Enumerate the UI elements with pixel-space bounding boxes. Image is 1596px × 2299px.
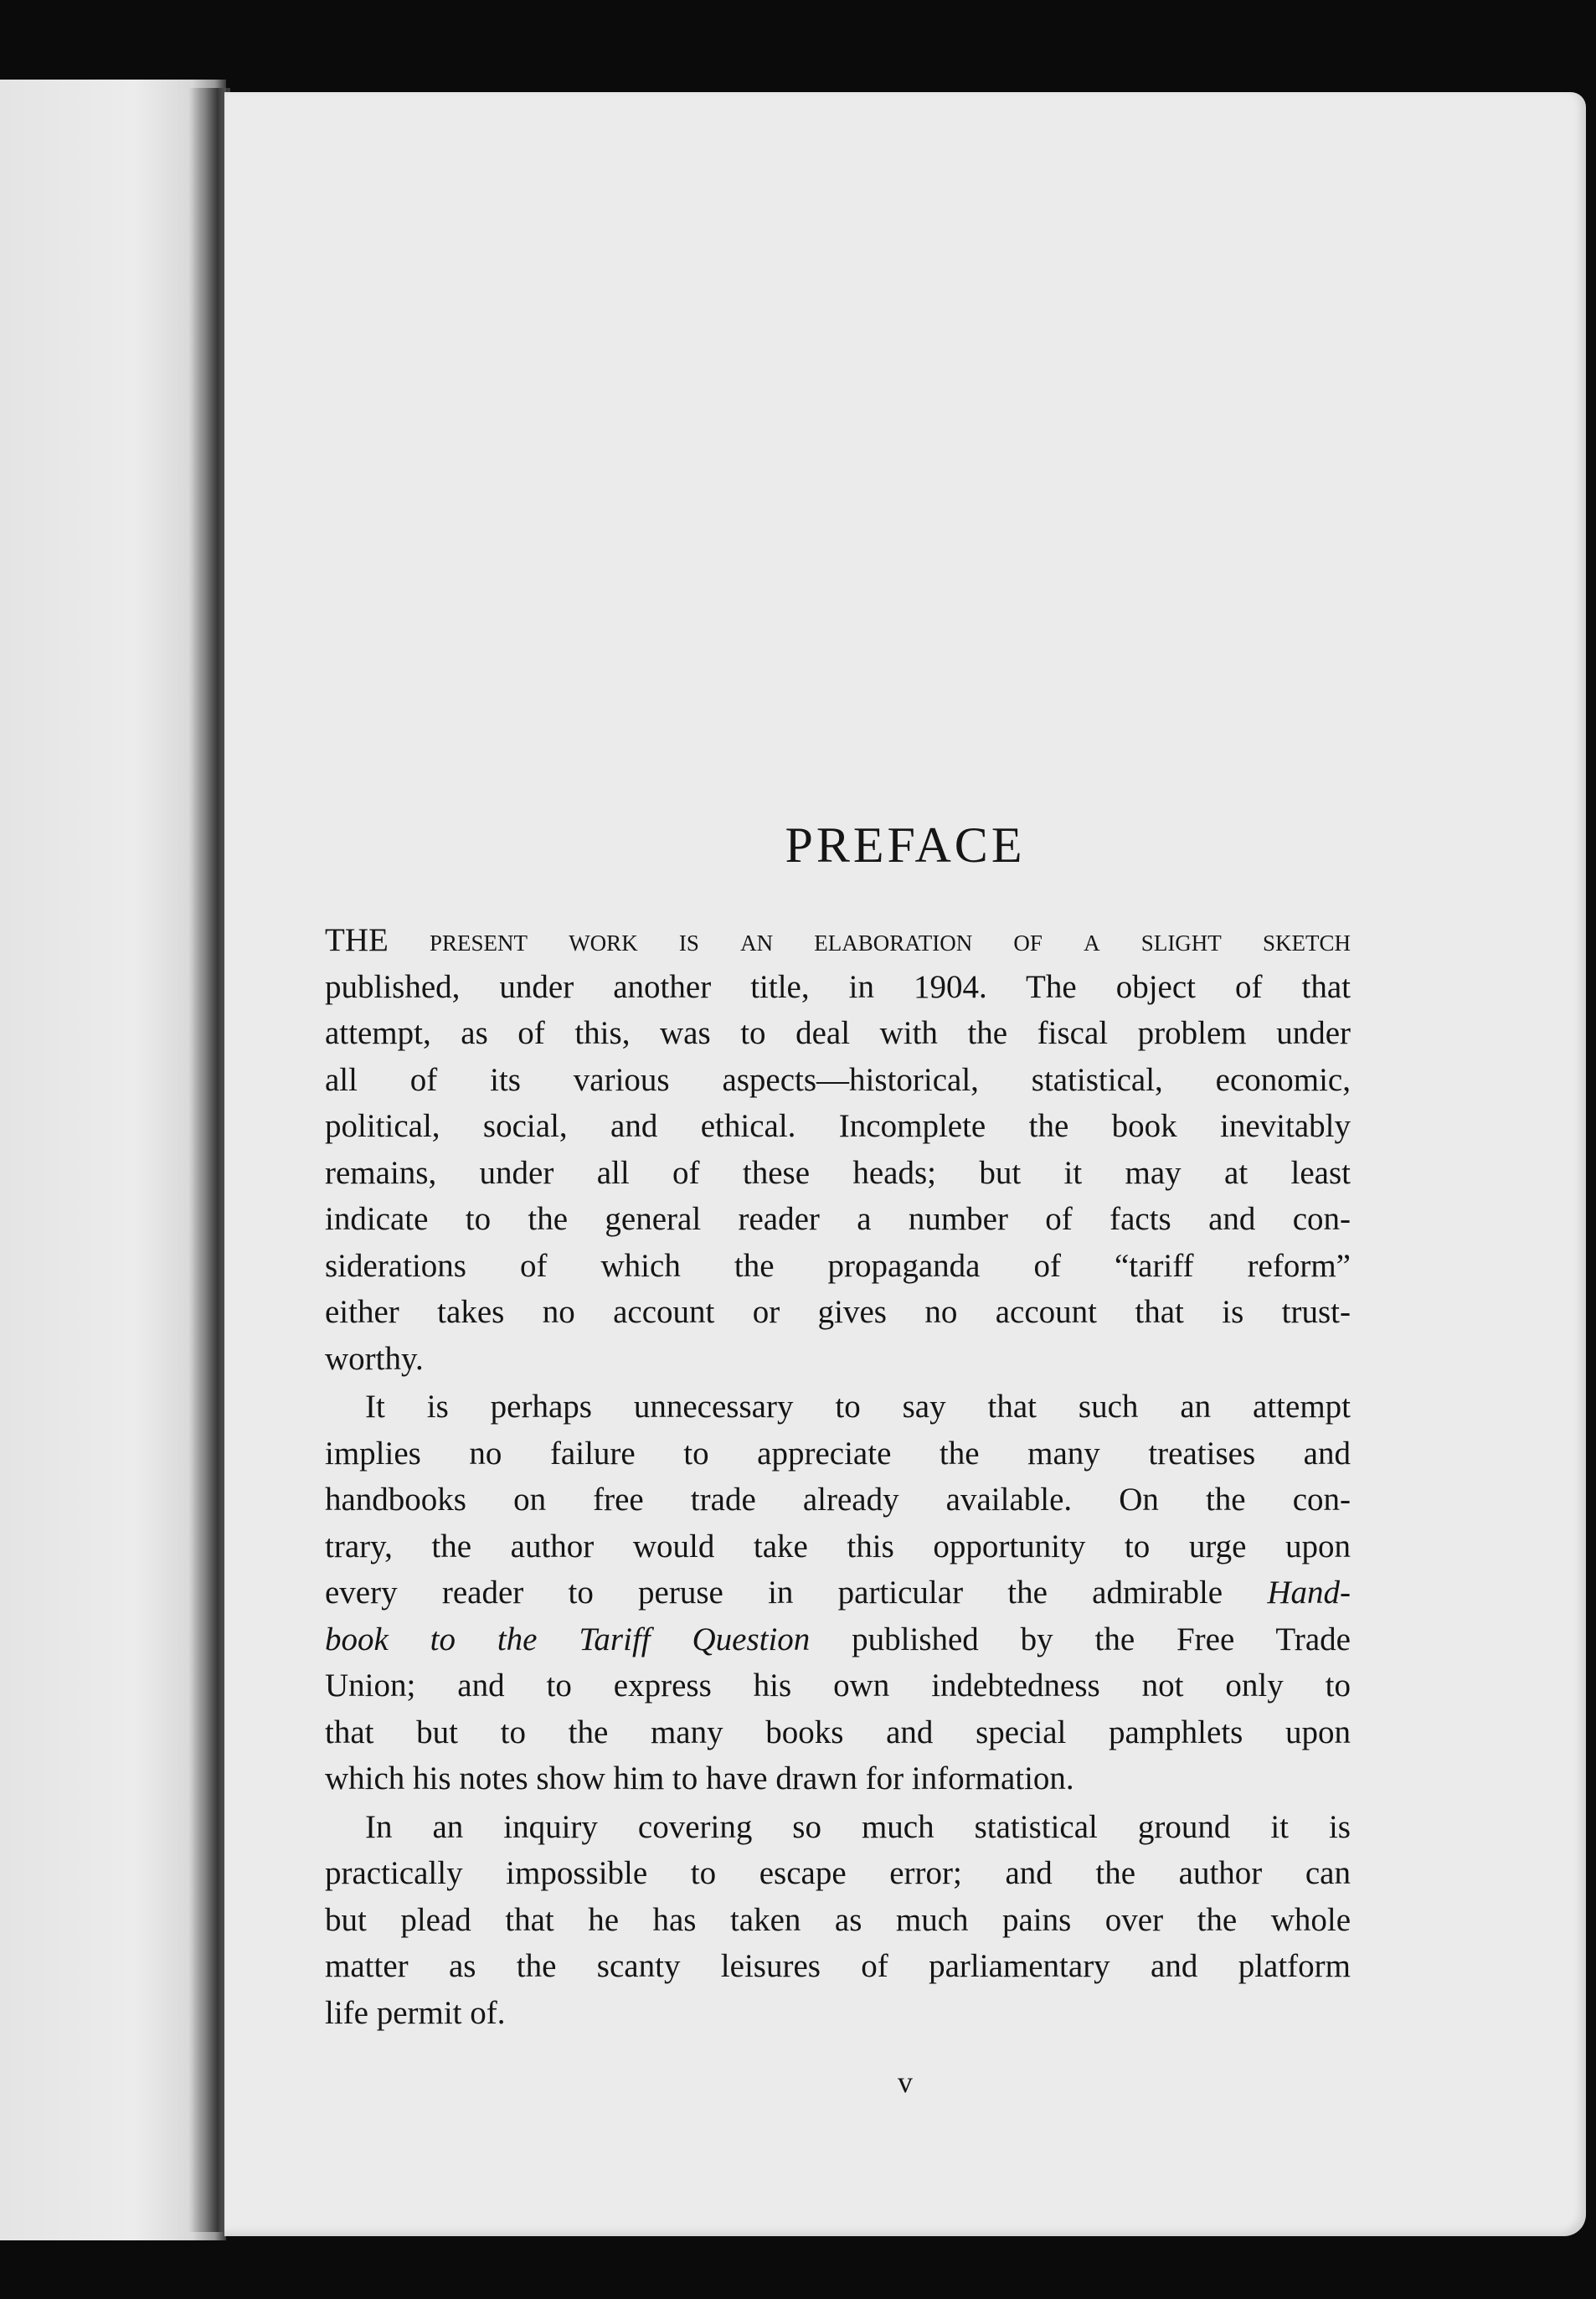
text-line: indicate to the general reader a number of facts and con- — [325, 1201, 1351, 1237]
text-line: either takes no account or gives no account that is trust- — [325, 1294, 1351, 1330]
text-line: life permit of. — [325, 1994, 506, 2031]
line-text: published by the Free Trade — [810, 1621, 1351, 1657]
text-line: political, social, and ethical. Incomplete the book inevitably — [325, 1108, 1351, 1144]
text-line: remains, under all of these heads; but it may at least — [325, 1154, 1351, 1191]
text-line: attempt, as of this, was to deal with the fiscal problem under — [325, 1015, 1351, 1051]
book-title-part: Hand- — [1267, 1575, 1351, 1611]
text-line — [325, 1570, 1351, 1616]
body-text — [325, 917, 1351, 2038]
line-text: THE present work is an elaboration of a slight sketch — [325, 922, 1351, 958]
book-page — [224, 92, 1586, 2236]
text-line: handbooks on free trade already available. On the con- — [325, 1482, 1351, 1518]
paragraph-3 — [325, 1804, 1351, 2037]
text-line: that but to the many books and special pamphlets upon — [325, 1714, 1351, 1750]
text-line: published, under another title, in 1904. The object of that — [325, 968, 1351, 1005]
text-line: trary, the author would take this opportunity to urge upon — [325, 1528, 1351, 1564]
paragraph-1 — [325, 917, 1351, 1382]
text-line: Union; and to express his own indebtedness not only to — [325, 1668, 1351, 1704]
text-line: worthy. — [325, 1340, 424, 1377]
text-line — [325, 917, 1351, 964]
text-line: siderations of which the propaganda of “tariff reform” — [325, 1247, 1351, 1284]
text-line: all of its various aspects—historical, statistical, economic, — [325, 1061, 1351, 1098]
text-line: which his notes show him to have drawn for information. — [325, 1760, 1074, 1796]
page-heading: PREFACE — [785, 817, 1026, 873]
line-text: every reader to peruse in particular the admirable — [325, 1575, 1268, 1611]
text-line: but plead that he has taken as much pains over the whole — [325, 1901, 1351, 1938]
text-line: It is perhaps unnecessary to say that such an attempt — [365, 1389, 1351, 1425]
text-line — [325, 1616, 1351, 1663]
text-line: matter as the scanty leisures of parliamentary and platform — [325, 1948, 1351, 1984]
paragraph-2 — [325, 1384, 1351, 1802]
text-line: implies no failure to appreciate the many treatises and — [325, 1435, 1351, 1472]
text-line: In an inquiry covering so much statistical ground it is — [365, 1808, 1351, 1845]
text-line: practically impossible to escape error; and the author can — [325, 1855, 1351, 1891]
page-number: v — [898, 2065, 913, 2099]
book-title-part: book to the Tariff Question — [325, 1621, 811, 1657]
